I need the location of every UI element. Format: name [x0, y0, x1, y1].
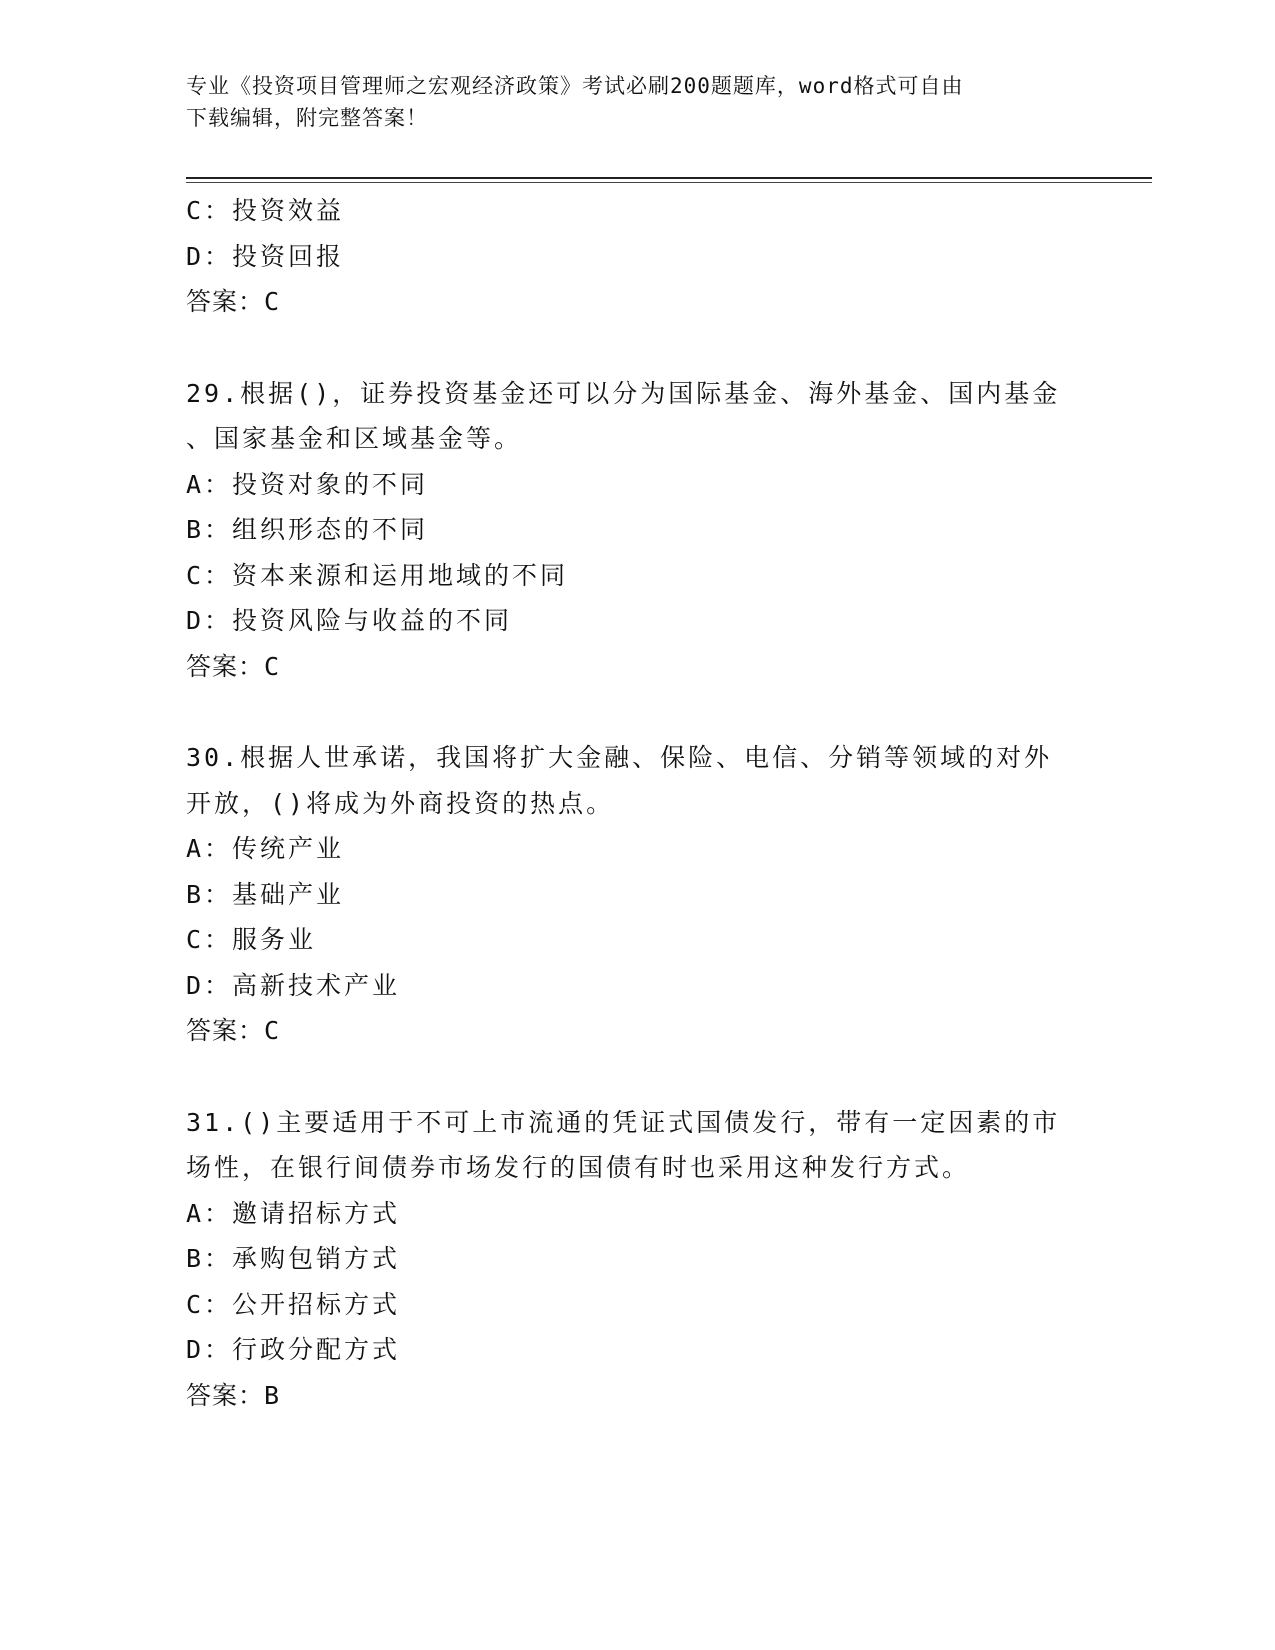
question-28-tail	[186, 188, 1086, 325]
question-stem-line-2: 、国家基金和区域基金等。	[186, 424, 523, 453]
header-rule-thick	[186, 177, 1152, 179]
option-a: A：邀请招标方式	[186, 1198, 401, 1228]
option-d: D：高新技术产业	[186, 970, 401, 1000]
option-d: D：投资回报	[186, 241, 345, 271]
option-c: C：公开招标方式	[186, 1289, 401, 1319]
option-c: C：投资效益	[186, 196, 345, 225]
question-30	[186, 735, 1086, 1054]
spacer	[186, 325, 1086, 371]
question-content	[186, 188, 1086, 1418]
option-a: A：投资对象的不同	[186, 469, 429, 499]
header-line-1: 专业《投资项目管理师之宏观经济政策》考试必刷200题题库，word格式可自由	[186, 74, 964, 98]
option-c: C：服务业	[186, 925, 317, 954]
question-stem-line-1: 30.根据人世承诺，我国将扩大金融、保险、电信、分销等领域的对外	[186, 743, 1053, 772]
option-d: D：行政分配方式	[186, 1335, 401, 1364]
question-stem-line-1: 31.()主要适用于不可上市流通的凭证式国债发行，带有一定因素的市	[186, 1107, 1061, 1137]
question-31	[186, 1100, 1086, 1419]
spacer	[186, 689, 1086, 735]
question-stem-line-1: 29.根据()，证券投资基金还可以分为国际基金、海外基金、国内基金	[186, 378, 1061, 408]
option-c: C：资本来源和运用地域的不同	[186, 560, 569, 590]
page-header	[186, 70, 1066, 134]
spacer	[186, 1054, 1086, 1100]
answer-line: 答案：C	[186, 1016, 281, 1045]
answer-line: 答案：B	[186, 1380, 281, 1410]
question-29	[186, 371, 1086, 690]
option-a: A：传统产业	[186, 834, 345, 863]
header-line-2: 下载编辑，附完整答案！	[186, 106, 428, 130]
option-d: D：投资风险与收益的不同	[186, 606, 513, 635]
question-stem-line-2: 场性，在银行间债券市场发行的国债有时也采用这种发行方式。	[186, 1153, 971, 1182]
option-b: B：基础产业	[186, 879, 345, 909]
option-b: B：组织形态的不同	[186, 515, 429, 544]
question-stem-line-2: 开放，()将成为外商投资的热点。	[186, 788, 615, 818]
answer-line: 答案：C	[186, 287, 281, 316]
answer-line: 答案：C	[186, 651, 281, 681]
header-rule-thin	[186, 182, 1152, 183]
option-b: B：承购包销方式	[186, 1244, 401, 1273]
